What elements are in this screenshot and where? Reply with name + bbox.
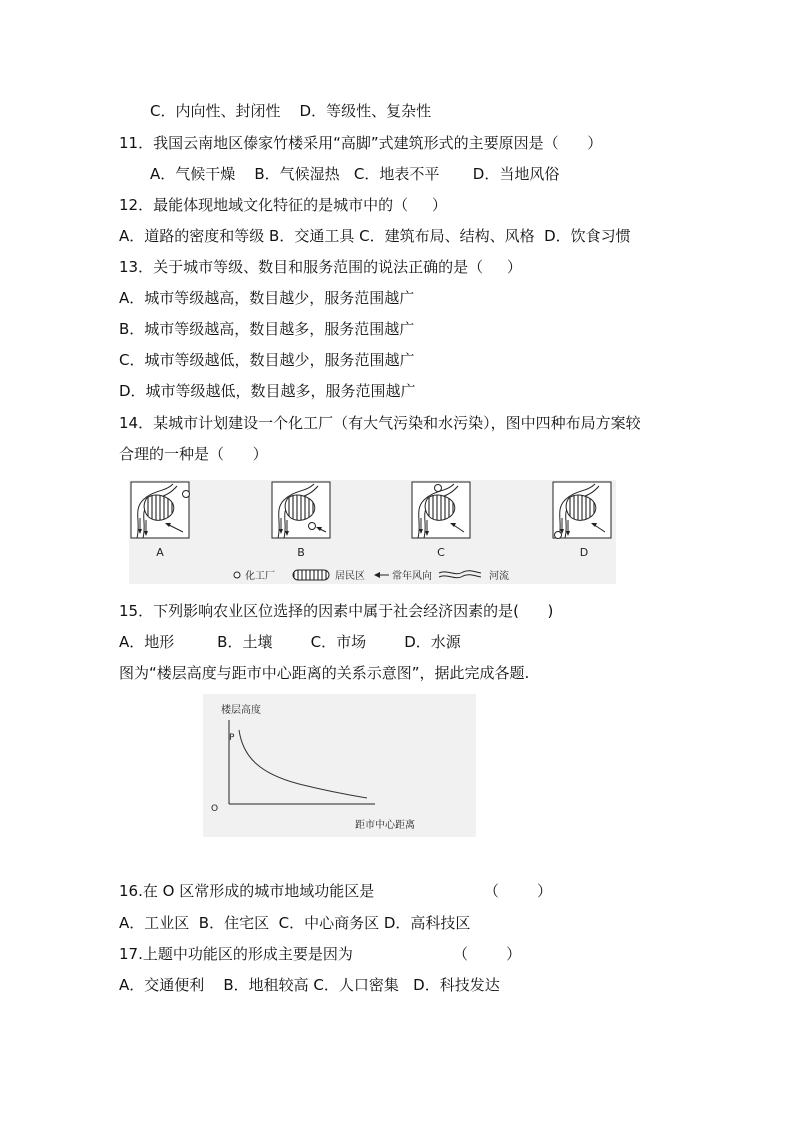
river-legend-icon xyxy=(439,571,481,574)
figure-legend xyxy=(234,569,509,582)
q15-stem: 15．下列影响农业区位选择的因素中属于社会经济因素的是( ) xyxy=(119,602,554,620)
q12-options: A．道路的密度和等级 B．交通工具 C．建筑布局、结构、风格 D．饮食习惯 xyxy=(119,227,631,245)
panel-label-c: C xyxy=(437,546,445,559)
q12-stem: 12．最能体现地域文化特征的是城市中的（ ） xyxy=(119,196,447,214)
panel-label-d: D xyxy=(579,546,589,559)
factory-legend-icon xyxy=(234,572,240,578)
option-d-panel xyxy=(553,482,611,539)
height-curve xyxy=(239,730,367,798)
panel-label-b: B xyxy=(297,546,305,559)
q13-option-d: D．城市等级越低，数目越多，服务范围越广 xyxy=(119,382,416,400)
q14-stem-line2: 合理的一种是（ ） xyxy=(119,445,268,463)
residential-legend-icon xyxy=(293,570,329,580)
x-axis-label: 距市中心距离 xyxy=(355,820,415,831)
q15-options: A．地形 B．土壤 C．市场 D．水源 xyxy=(119,633,461,651)
origin-label: O xyxy=(211,804,219,814)
q14-stem-line1: 14．某城市计划建设一个化工厂（有大气污染和水污染），图中四种布局方案较 xyxy=(119,414,641,432)
q11-stem: 11．我国云南地区傣家竹楼采用“高脚”式建筑形式的主要原因是（ ） xyxy=(119,134,603,152)
q13-option-b: B．城市等级越高，数目越多，服务范围越广 xyxy=(119,320,415,338)
panel-label-a: A xyxy=(156,546,164,559)
q10-options-cd: C．内向性、封闭性 D．等级性、复杂性 xyxy=(150,102,432,120)
legend-river: 河流 xyxy=(489,571,509,582)
q17-stem: 17.上题中功能区的形成主要是因为 （ ） xyxy=(119,945,522,963)
height-distance-figure xyxy=(203,694,476,837)
q17-options: A．交通便利 B．地租较高 C．人口密集 D．科技发达 xyxy=(119,976,500,994)
q13-stem: 13．关于城市等级、数目和服务范围的说法正确的是（ ） xyxy=(119,258,522,276)
graph-intro: 图为“楼层高度与距市中心距离的关系示意图”，据此完成各题. xyxy=(119,664,530,682)
option-b-panel xyxy=(272,482,330,538)
q13-option-c: C．城市等级越低，数目越少，服务范围越广 xyxy=(119,351,415,369)
point-p-label: P xyxy=(229,733,235,743)
y-axis-label: 楼层高度 xyxy=(221,705,261,716)
option-a-panel xyxy=(131,482,190,538)
q16-stem: 16.在 O 区常形成的城市地域功能区是 （ ） xyxy=(119,882,553,900)
legend-factory: 化工厂 xyxy=(245,571,275,582)
legend-wind: 常年风向 xyxy=(392,571,432,582)
q11-options: A．气候干燥 B．气候湿热 C．地表不平 D．当地风俗 xyxy=(150,165,560,183)
legend-residential: 居民区 xyxy=(335,571,365,582)
factory-layout-figure xyxy=(129,480,616,584)
q13-option-a: A．城市等级越高，数目越少，服务范围越广 xyxy=(119,289,415,307)
option-c-panel xyxy=(412,482,470,538)
q16-options: A．工业区 B．住宅区 C．中心商务区 D．高科技区 xyxy=(119,914,471,932)
